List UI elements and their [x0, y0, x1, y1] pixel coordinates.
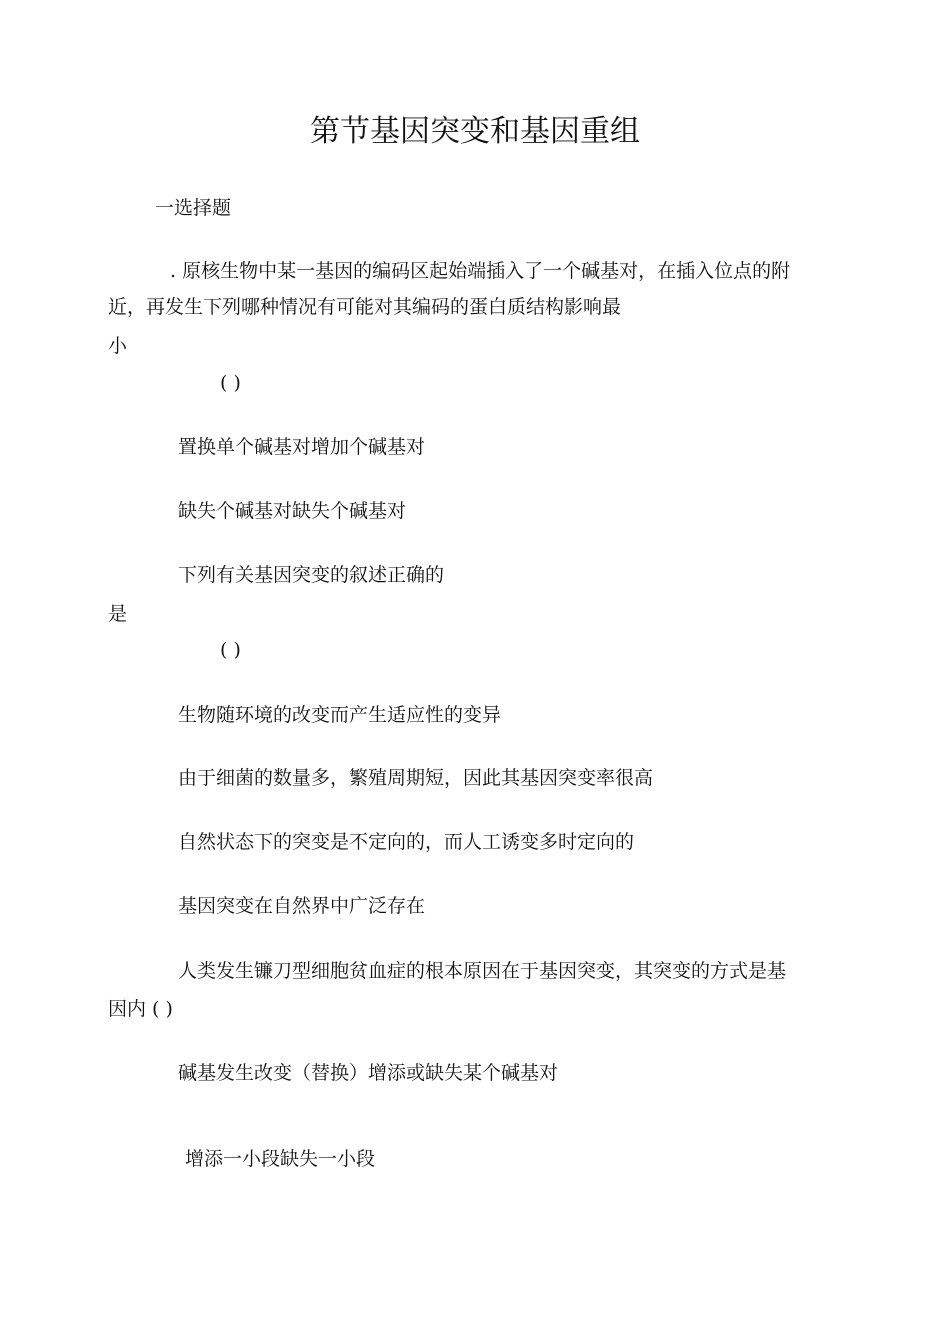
question-2-line-2: 是: [108, 603, 128, 625]
question-2-option-a: 生物随环境的改变而产生适应性的变异: [178, 704, 502, 726]
question-3-line-1: 人类发生镰刀型细胞贫血症的根本原因在于基因突变，其突变的方式是基: [178, 960, 787, 982]
question-2-line-1: 下列有关基因突变的叙述正确的: [178, 564, 445, 586]
page-title: 第节基因突变和基因重组: [310, 114, 640, 149]
question-1-line-1: . 原核生物中某一基因的编码区起始端插入了一个碱基对，在插入位点的附: [170, 260, 791, 282]
question-1-options-row-1: 置换单个碱基对增加个碱基对: [178, 436, 426, 458]
question-1-line-2: 近，再发生下列哪种情况有可能对其编码的蛋白质结构影响最: [108, 296, 622, 318]
question-1-answer-paren: ( ): [220, 372, 241, 394]
question-2-answer-paren: ( ): [220, 639, 241, 661]
question-2-option-c: 自然状态下的突变是不定向的，而人工诱变多时定向的: [178, 831, 635, 853]
section-heading: 一选择题: [155, 197, 232, 219]
question-2-option-d: 基因突变在自然界中广泛存在: [178, 895, 426, 917]
question-1-options-row-2: 缺失个碱基对缺失个碱基对: [178, 500, 407, 522]
question-2-option-b: 由于细菌的数量多，繁殖周期短，因此其基因突变率很高: [178, 767, 654, 789]
question-3-options-row-1: 碱基发生改变（替换）增添或缺失某个碱基对: [178, 1062, 559, 1084]
question-1-line-3: 小: [108, 335, 128, 357]
question-3-options-row-2: 增添一小段缺失一小段: [185, 1148, 376, 1170]
question-3-line-2: 因内 ( ): [108, 998, 173, 1020]
